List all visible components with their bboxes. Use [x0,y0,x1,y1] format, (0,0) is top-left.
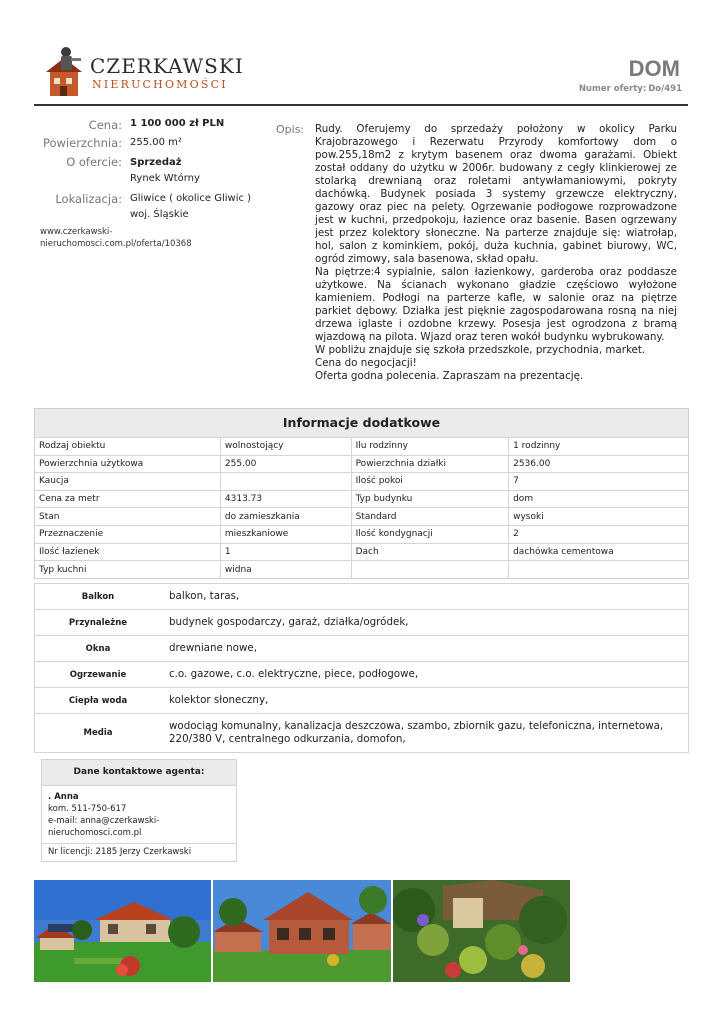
info-value: wysoki [509,508,688,526]
info-value: 255.00 [220,455,351,473]
agent-email[interactable]: e-mail: anna@czerkawski- [48,816,160,826]
info-value: do zamieszkania [220,508,351,526]
info-row [35,490,688,508]
feature-row [35,635,688,661]
info-label: Standard [351,508,509,526]
feature-row [35,584,688,609]
price-value: 1 100 000 zł PLN [130,118,225,129]
description-paragraph: Na piętrze:4 sypialnie, salon łazienkowy, garderoba oraz poddasze użytkowe. Na ścianach wykonano gładzie częściowo wyłożone kamieniem. Podłogi na parterze kafle, w salonie oraz na piętrze parkiet dębowy. Działka jest pięknie zagospodarowana rosną na niej drzewa iglaste i ozdobne krzewy. Posesja jest ogrodzona z bramą wjazdową na pilota. Wjazd oraz teren wokół budynku wybrukowany. [315,266,677,343]
description-paragraph: W pobliżu znajduje się szkoła przedszkole, przychodnia, market. [315,344,646,356]
logo-name: CZERKAWSKI [90,54,244,78]
description-paragraph: Oferta godna polecenia. Zapraszam na prezentację. [315,370,584,382]
info-value: dom [509,490,688,508]
price-label: Cena: [88,118,122,132]
logo-worker-icon [44,44,84,98]
feature-row [35,713,688,752]
feature-value: kolektor słoneczny, [169,694,269,706]
info-label: Cena za metr [35,490,220,508]
agent-contact-title: Dane kontaktowe agenta: [42,760,236,785]
info-value: 4313.73 [220,490,351,508]
info-label: Powierzchnia użytkowa [35,455,220,473]
info-label: Kaucja [35,473,220,491]
features-table [34,583,689,753]
offer-type-label: O ofercie: [66,155,122,169]
info-label: Ilość łazienek [35,543,220,561]
info-row [35,508,688,526]
feature-row [35,661,688,687]
info-value: 1 rodzinny [509,438,688,456]
info-label: Dach [351,543,509,561]
additional-info-table [34,408,689,579]
info-value: 1 [220,543,351,561]
info-label: Rodzaj obiektu [35,438,220,456]
location-region: woj. Śląskie [130,209,189,220]
location-city: Gliwice ( okolice Gliwic ) [130,193,252,204]
agent-license: Nr licencji: 2185 Jerzy Czerkawski [42,843,236,861]
info-row [35,543,688,561]
info-row [35,438,688,456]
info-label [351,561,509,579]
agent-name: . Anna [48,792,79,802]
description-paragraph: Cena do negocjacji! [315,357,417,369]
agent-phone: kom. 511-750-617 [48,804,127,814]
info-label: Typ kuchni [35,561,220,579]
info-value: dachówka cementowa [509,543,688,561]
property-photo[interactable] [393,880,570,982]
property-details [34,114,274,234]
header-divider [34,104,688,106]
agent-email-continued[interactable]: nieruchomosci.com.pl [48,828,142,838]
feature-value: drewniane nowe, [169,642,257,654]
info-value: mieszkaniowe [220,525,351,543]
info-row [35,561,688,579]
offer-type-value: Sprzedaż [130,157,182,168]
agent-contact-box [41,759,237,862]
feature-row [35,687,688,713]
info-label: Ilu rodzinny [351,438,509,456]
feature-label: Media [83,728,113,738]
agent-phone-link[interactable]: 511-750-617 [71,804,127,814]
feature-row [35,609,688,635]
feature-label: Balkon [81,591,115,602]
info-value: widna [220,561,351,579]
info-row [35,455,688,473]
company-logo [44,44,244,100]
info-label: Powierzchnia działki [351,455,509,473]
info-value: wolnostojący [220,438,351,456]
location-label: Lokalizacja: [55,192,122,206]
offer-url[interactable]: www.czerkawski- nieruchomosci.com.pl/oferta/10368 [40,227,192,249]
info-label: Ilość pokoi [351,473,509,491]
offer-number-value: Do/491 [648,84,682,94]
additional-info-title: Informacje dodatkowe [35,409,688,437]
logo-subtitle: NIERUCHOMOŚCI [92,78,228,91]
offer-number [577,84,682,94]
feature-value: budynek gospodarczy, garaż, działka/ogródek, [169,616,409,628]
info-value: 7 [509,473,688,491]
info-value: 2 [509,525,688,543]
info-label: Przeznaczenie [35,525,220,543]
info-row [35,525,688,543]
info-label: Ilość kondygnacji [351,525,509,543]
info-value [509,561,688,579]
feature-label: Okna [85,643,111,654]
property-type-title: DOM [628,56,680,81]
feature-value: balkon, taras, [169,590,240,602]
info-value [220,473,351,491]
area-label: Powierzchnia: [42,136,122,150]
description-paragraph: Rudy. Oferujemy do sprzedaży położony w okolicy Parku Krajobrazowego i Rezerwatu Przyrody komfortowy dom o pow.255,18m2 z krytym basenem oraz dwoma garażami. Obiekt został oddany do użytku w 2006r. budowany z cegły klinkierowej ze stolarką drewnianą oraz roletami antywłamaniowymi, pokryty dachówką. Budynek posiada 3 systemy grzewcze elektryczny, gazowy oraz piec na pelety. Ogrzewanie podłogowe rozprowadzone jest w kuchni, przedpokoju, łazience oraz basenie. Basen ogrzewany jest przez kolektory słoneczne. Na parterze znajduje się: wiatrołap, hol, salon z kominkiem, pokój, duża kuchnia, gabinet biurowy, WC, ogród zimowy, sala basenowa, skład opału. [315,123,677,265]
description-label: Opis: [276,123,305,136]
feature-label: Przynależne [68,617,128,628]
area-value: 255.00 m² [130,137,182,148]
property-photo[interactable] [34,880,211,982]
offer-market-value: Rynek Wtórny [130,173,200,184]
feature-value: c.o. gazowe, c.o. elektryczne, piece, podłogowe, [169,668,419,680]
property-photo[interactable] [213,880,391,982]
info-row [35,473,688,491]
feature-value: wodociąg komunalny, kanalizacja deszczowa, szambo, zbiornik gazu, telefoniczna, internetowa, 220/380 V, centralnego odkurzania, domofon, [169,720,664,745]
offer-number-label: Numer oferty: [578,84,647,94]
info-value: 2536.00 [509,455,688,473]
feature-label: Ogrzewanie [69,669,127,680]
info-label: Stan [35,508,220,526]
info-label: Typ budynku [351,490,509,508]
feature-label: Ciepła woda [68,695,128,706]
description-text [315,123,677,383]
